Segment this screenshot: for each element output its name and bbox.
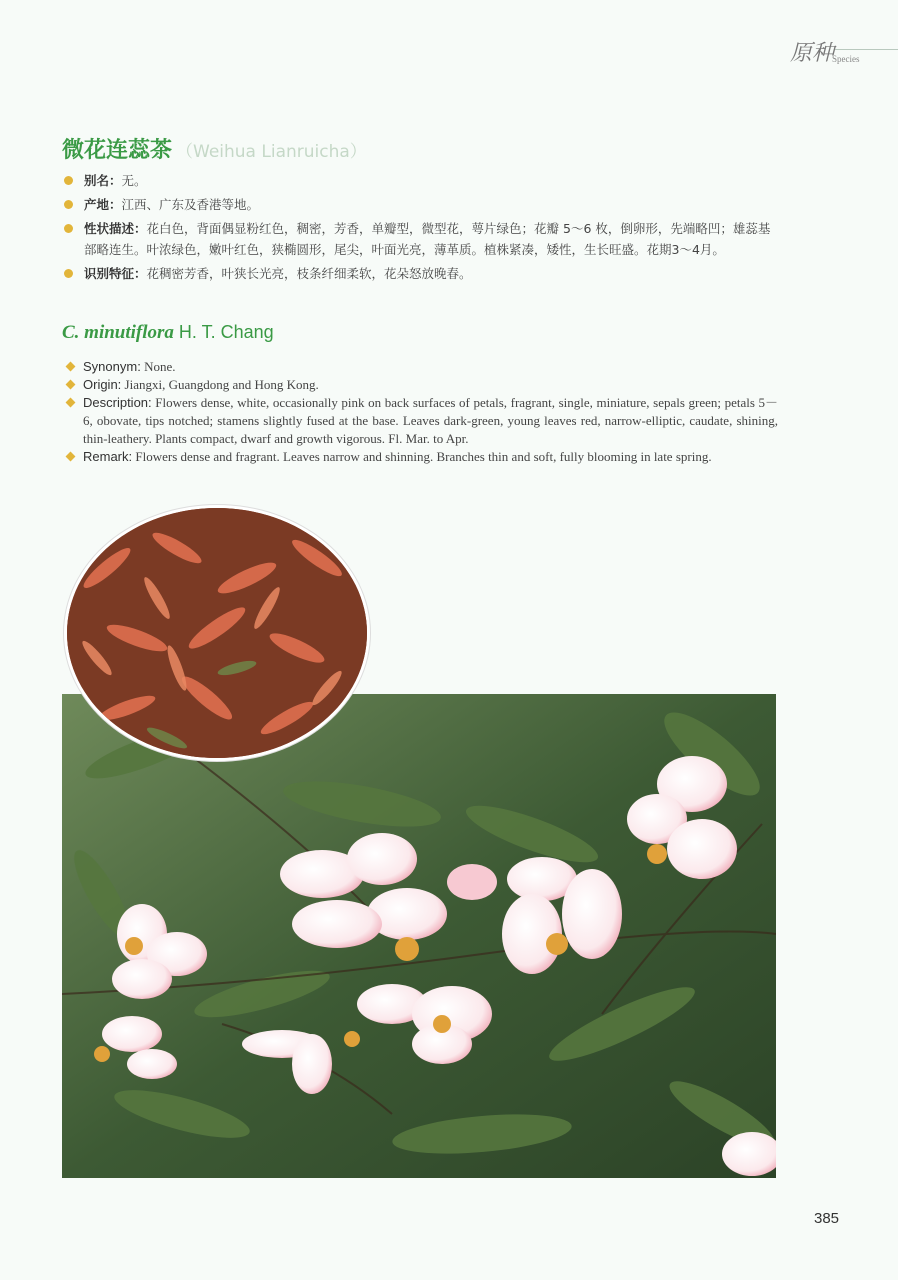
page-number: 385: [814, 1210, 840, 1227]
zh-item-text: 花稠密芳香，叶狭长光亮，枝条纤细柔软，花朵怒放晚春。: [146, 266, 472, 281]
scientific-name-author: H. T. Chang: [173, 322, 274, 342]
scientific-name: [62, 322, 274, 344]
bullet-diamond-icon: [66, 398, 76, 408]
section-title-zh: 原种: [790, 41, 835, 66]
en-item-origin: [65, 376, 778, 394]
zh-item-label: 性状描述：: [84, 221, 147, 236]
title-chinese: 微花连蕊茶: [62, 138, 173, 163]
title-pinyin: （Weihua Lianruicha）: [176, 142, 367, 162]
en-item-remark: [65, 448, 778, 466]
en-item-text: Jiangxi, Guangdong and Hong Kong.: [121, 377, 319, 392]
en-item-synonym: [65, 358, 778, 376]
zh-item-label: 产地：: [84, 197, 122, 212]
bullet-dot-icon: [64, 269, 73, 278]
zh-item-description: [62, 218, 778, 260]
bullet-diamond-icon: [66, 380, 76, 390]
bullet-dot-icon: [64, 224, 73, 233]
young-leaves-photo-art: [67, 508, 367, 758]
en-item-label: Origin:: [83, 377, 122, 392]
zh-item-text: 无。: [121, 173, 147, 188]
en-item-text: Flowers dense, white, occasionally pink on back surfaces of petals, fragrant, single, miniature, sepals green; petals 5－6, obovate, tips notched; stamens slightly fused at the base. Leaves dark-green, young leaves red, narrow-elliptic, caudate, shining, thin-leathery. Plants compact, dwarf and growth vigorous. Fl. Mar. to Apr.: [83, 395, 778, 446]
bullet-dot-icon: [64, 200, 73, 209]
chinese-description-list: [62, 170, 778, 287]
young-leaves-photo: [64, 505, 370, 761]
en-item-description: [65, 394, 778, 448]
header-divider: [835, 49, 898, 50]
en-item-label: Synonym:: [83, 359, 141, 374]
bullet-diamond-icon: [66, 452, 76, 462]
en-item-label: Description:: [83, 395, 152, 410]
english-description-list: [65, 358, 778, 466]
en-item-text: Flowers dense and fragrant. Leaves narrow and shinning. Branches thin and soft, fully blooming in late spring.: [132, 449, 712, 464]
zh-item-label: 识别特征：: [84, 266, 147, 281]
flower-photo: [62, 694, 776, 1178]
zh-item-text: 花白色，背面偶显粉红色，稠密，芳香，单瓣型，微型花，萼片绿色；花瓣 5～6 枚，倒卵形，先端略凹；雄蕊基部略连生。叶浓绿色，嫩叶红色，狭椭圆形，尾尖，叶面光亮，薄革质。植株紧凑，矮性，生长旺盛。花期3～4月。: [84, 221, 771, 257]
en-item-text: None.: [140, 359, 176, 374]
bullet-diamond-icon: [66, 362, 76, 372]
zh-item-origin: [62, 194, 778, 215]
zh-item-alias: [62, 170, 778, 191]
flower-photo-art: [62, 694, 776, 1178]
species-title: [62, 133, 367, 164]
zh-item-text: 江西、广东及香港等地。: [121, 197, 260, 212]
zh-item-features: [62, 263, 778, 284]
zh-item-label: 别名：: [84, 173, 122, 188]
en-item-label: Remark:: [83, 449, 133, 464]
bullet-dot-icon: [64, 176, 73, 185]
section-title-en: Species: [832, 54, 860, 64]
scientific-name-binomial: C. minutiflora: [62, 322, 174, 343]
